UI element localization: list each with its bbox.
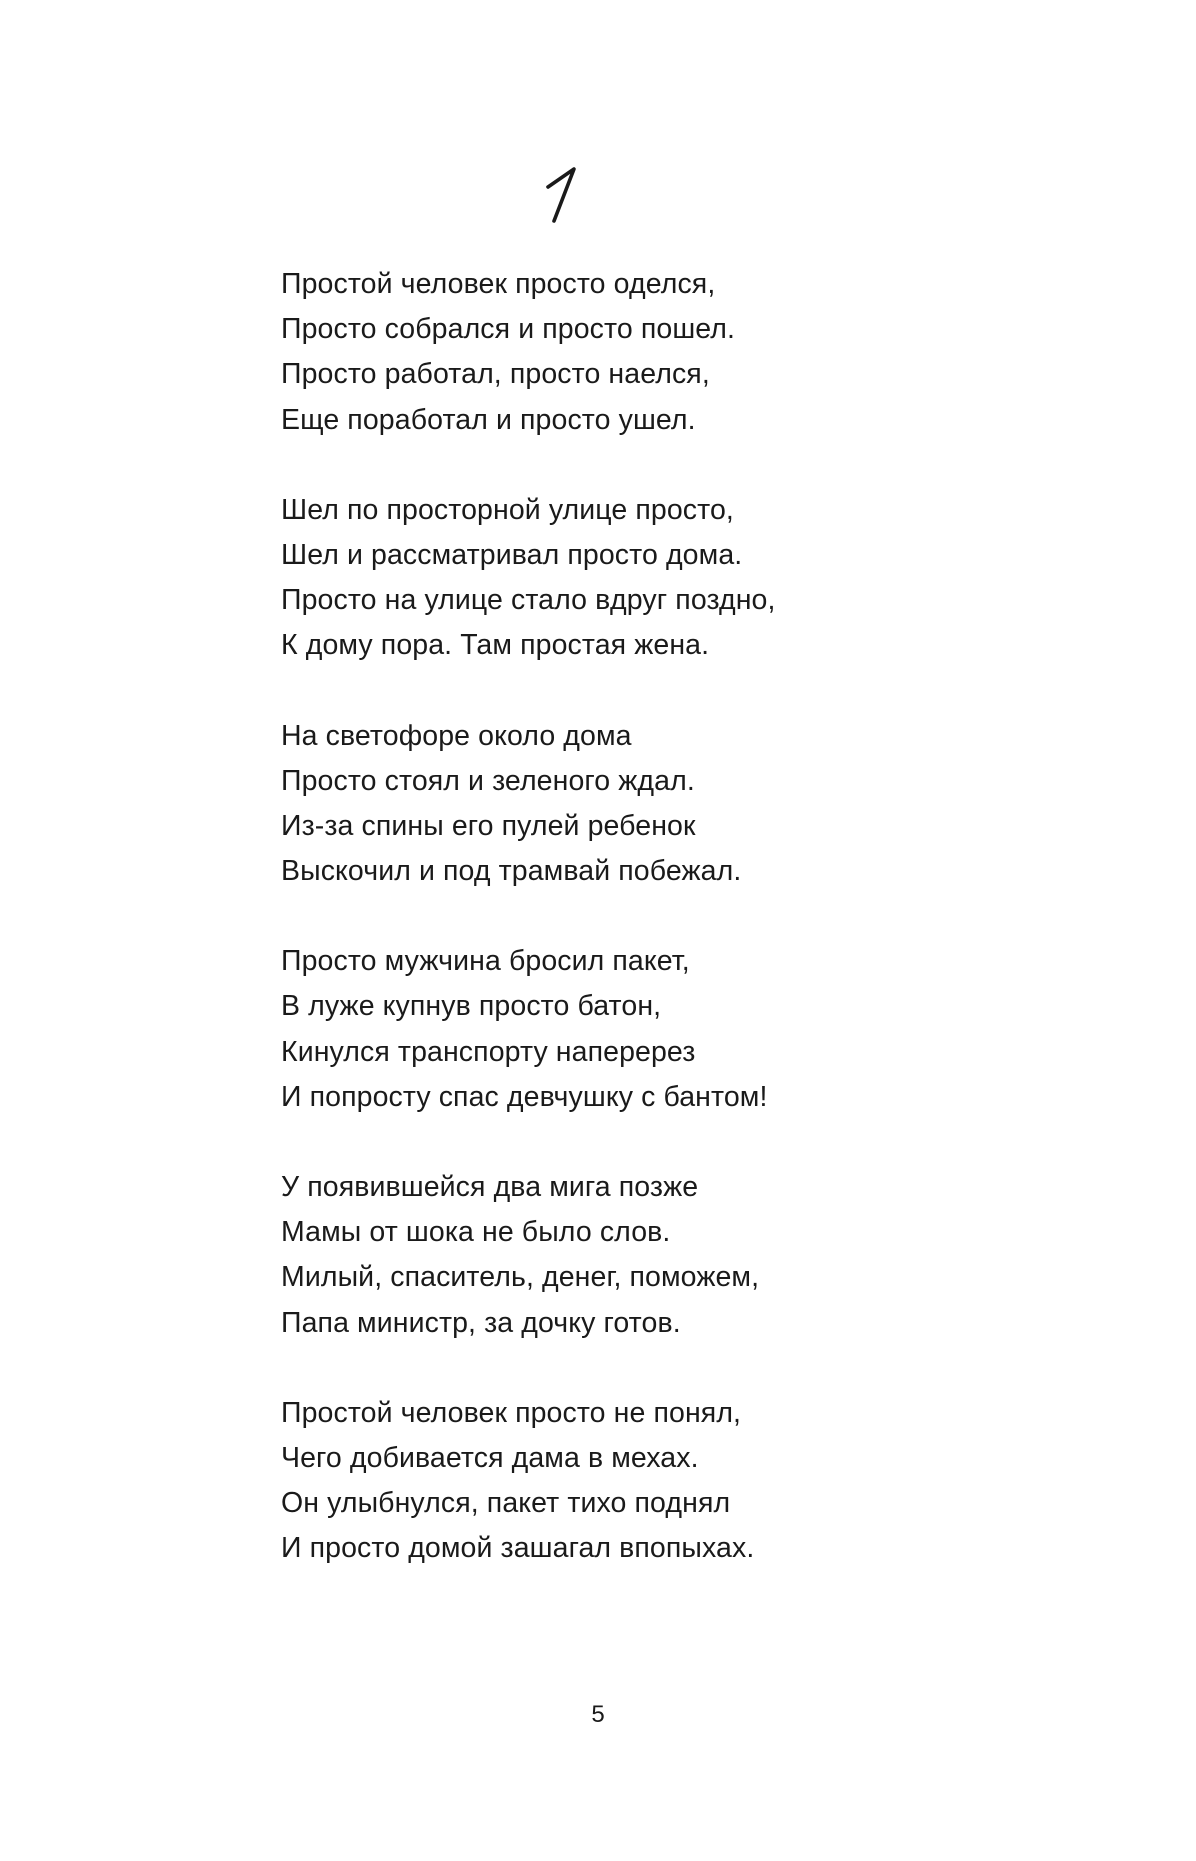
- poem-line: Просто мужчина бросил пакет,: [281, 945, 690, 978]
- poem-line: Выскочил и под трамвай побежал.: [281, 855, 742, 888]
- page-number: 5: [591, 1701, 605, 1728]
- poem-line: Шел по просторной улице просто,: [281, 493, 734, 526]
- poem-line: И просто домой зашагал впопыхах.: [281, 1532, 755, 1565]
- poem-line: Из-за спины его пулей ребенок: [281, 809, 696, 842]
- poem-line: И попросту спас девчушку с бантом!: [281, 1080, 768, 1113]
- poem-line: К дому пора. Там простая жена.: [281, 629, 710, 662]
- poem-line: Шел и рассматривал просто дома.: [281, 538, 743, 571]
- poem-line: Папа министр, за дочку готов.: [281, 1306, 681, 1339]
- poem-line: Кинулся транспорту наперерез: [281, 1035, 696, 1068]
- poem-line: Просто собрался и просто пошел.: [281, 313, 736, 346]
- poem-number-handwritten: [540, 165, 590, 225]
- poem-line: Милый, спаситель, денег, поможем,: [281, 1261, 760, 1294]
- poem-line: Простой человек просто не понял,: [281, 1396, 742, 1429]
- stanza: [281, 262, 1081, 443]
- stanza: [281, 1165, 1081, 1346]
- poem-line: В луже купнув просто батон,: [281, 990, 662, 1023]
- stanza: [281, 939, 1081, 1120]
- stanza: [281, 1391, 1081, 1572]
- poem-line: Просто стоял и зеленого ждал.: [281, 764, 695, 797]
- poem-line: Мамы от шока не было слов.: [281, 1216, 671, 1249]
- poem-line: Он улыбнулся, пакет тихо поднял: [281, 1487, 731, 1520]
- poem-line: Простой человек просто оделся,: [281, 268, 716, 300]
- poem-body: [281, 262, 1081, 1617]
- stanza: [281, 714, 1081, 895]
- poem-line: Чего добивается дама в мехах.: [281, 1441, 699, 1474]
- poem-line: На светофоре около дома: [281, 719, 632, 752]
- poem-line: Просто работал, просто наелся,: [281, 358, 710, 391]
- poem-line: Еще поработал и просто ушел.: [281, 403, 696, 436]
- poem-number: [540, 165, 590, 225]
- stanza: [281, 488, 1081, 669]
- poem-line: Просто на улице стало вдруг поздно,: [281, 584, 776, 617]
- poem-line: У появившейся два мига позже: [281, 1171, 699, 1203]
